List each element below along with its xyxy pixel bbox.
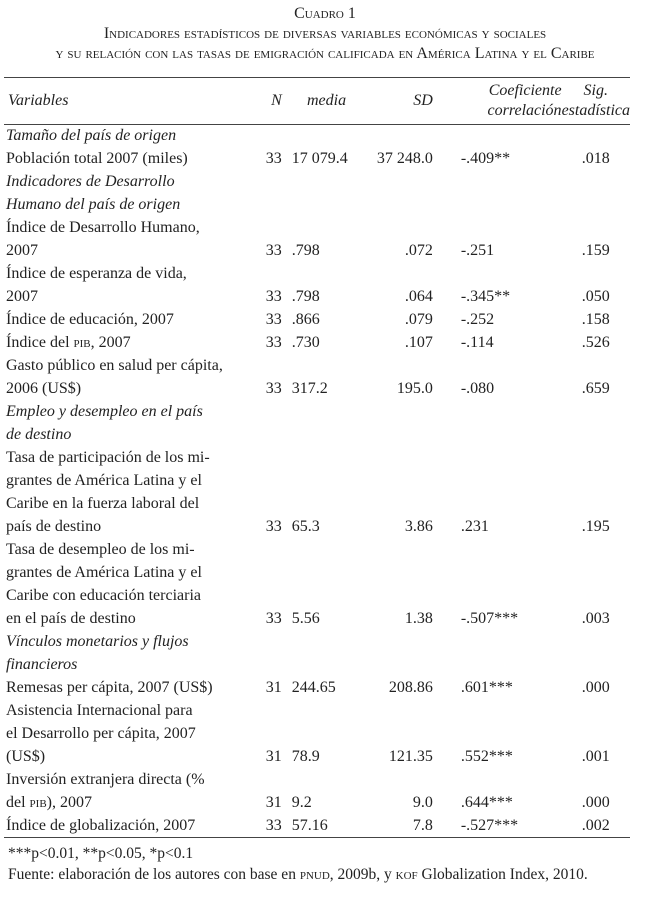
- text-segment: ), 2007: [46, 794, 92, 811]
- text-segment: pnud: [299, 866, 330, 883]
- text-segment: Caribe con educación terciaria: [6, 587, 201, 604]
- text-segment: Inversión extranjera directa (%: [6, 771, 205, 788]
- cell-sd: 7.8: [412, 817, 433, 834]
- text-segment: 2006 (US$): [6, 380, 82, 397]
- label-line: [6, 285, 253, 308]
- label-line: [6, 354, 253, 377]
- table-row: [6, 331, 630, 354]
- cell-sig: .050: [581, 288, 610, 305]
- label-line: [6, 584, 253, 607]
- text-segment: , 2009b, y: [329, 866, 396, 883]
- table-row: [6, 354, 630, 400]
- section-row: [6, 400, 630, 446]
- label-line: [6, 676, 253, 699]
- cell-sd: 1.38: [404, 610, 433, 627]
- cell-media: .866: [291, 311, 320, 328]
- cell-sig: .003: [581, 610, 610, 627]
- label-line: [6, 423, 630, 446]
- text-segment: país de destino: [6, 518, 102, 535]
- cell-n: 33: [265, 311, 282, 328]
- label-line: [6, 308, 253, 331]
- label-line: [6, 446, 253, 469]
- text-segment: Fuente: elaboración de los autores con base en: [8, 866, 300, 883]
- variable-label: [6, 308, 253, 331]
- cell-sig: .158: [581, 311, 610, 328]
- variable-label: [6, 216, 253, 262]
- variable-label: [6, 630, 630, 676]
- header-variables: Variables: [8, 92, 69, 109]
- text-segment: Vínculos monetarios y flujos: [6, 633, 189, 650]
- variable-label: [6, 446, 253, 538]
- cell-n: 33: [265, 518, 282, 535]
- variable-label: [6, 768, 253, 814]
- cell-sd: 9.0: [412, 794, 433, 811]
- cell-sig: .018: [581, 150, 610, 167]
- cell-sd: .064: [404, 288, 433, 305]
- cell-coef: -.114: [460, 334, 494, 351]
- statistics-table: [6, 78, 630, 837]
- text-segment: Asistencia Internacional para: [6, 702, 193, 719]
- text-segment: de destino: [6, 426, 72, 443]
- cell-n: 33: [265, 334, 282, 351]
- text-segment: en el país de destino: [6, 610, 136, 627]
- variable-label: [6, 538, 253, 630]
- section-row: [6, 630, 630, 676]
- label-line: [6, 469, 253, 492]
- cell-media: 317.2: [291, 380, 328, 397]
- text-segment: el Desarrollo per cápita, 2007: [6, 725, 196, 742]
- header-coef-line1: Coeficiente: [488, 82, 562, 99]
- cell-coef: -.251: [460, 242, 495, 259]
- bottom-rule: [4, 837, 630, 838]
- table-row: [6, 699, 630, 768]
- cell-n: 33: [265, 242, 282, 259]
- variable-label: [6, 262, 253, 308]
- cell-coef: .644***: [460, 794, 513, 811]
- cell-sig: .000: [581, 679, 610, 696]
- variable-label: [6, 124, 630, 147]
- text-segment: pib: [73, 334, 91, 351]
- label-line: [6, 768, 253, 791]
- cell-coef: .601***: [460, 679, 513, 696]
- label-line: [6, 699, 253, 722]
- cell-coef: -.345**: [460, 288, 511, 305]
- label-line: [6, 193, 630, 216]
- text-segment: Índice del: [6, 334, 74, 351]
- cell-sd: .079: [404, 311, 433, 328]
- text-segment: Empleo y desempleo en el país: [6, 403, 203, 420]
- table-row: [6, 768, 630, 814]
- cell-n: 33: [265, 817, 282, 834]
- table-row: [6, 147, 630, 170]
- label-line: [6, 814, 253, 837]
- cell-sd: 208.86: [388, 679, 433, 696]
- text-segment: Globalization Index, 2010.: [417, 866, 588, 883]
- text-segment: grantes de América Latina y el: [6, 564, 202, 581]
- text-segment: 2007: [6, 288, 38, 305]
- label-line: [6, 147, 253, 170]
- header-coef: [433, 78, 562, 124]
- cell-sig: .659: [581, 380, 610, 397]
- label-line: [6, 331, 253, 354]
- cell-coef: -.527***: [460, 817, 519, 834]
- header-sig: [562, 78, 630, 124]
- cell-media: 5.56: [291, 610, 320, 627]
- label-line: [6, 124, 630, 147]
- cell-coef: .231: [460, 518, 489, 535]
- text-segment: (US$): [6, 748, 46, 765]
- header-row: [6, 78, 630, 124]
- source-note: [8, 864, 628, 885]
- cell-coef: -.080: [460, 380, 495, 397]
- cell-coef: -.252: [460, 311, 495, 328]
- text-segment: , 2007: [90, 334, 131, 351]
- text-segment: 2007: [6, 242, 38, 259]
- cell-sd: 121.35: [388, 748, 433, 765]
- cell-coef: .552***: [460, 748, 513, 765]
- variable-label: [6, 354, 253, 400]
- cell-sd: 37 248.0: [376, 150, 433, 167]
- text-segment: pib: [29, 794, 47, 811]
- variable-label: [6, 170, 630, 216]
- cell-n: 33: [265, 150, 282, 167]
- cell-sig: .001: [581, 748, 610, 765]
- section-row: [6, 124, 630, 147]
- text-segment: Tamaño del país de origen: [6, 127, 177, 144]
- table-row: [6, 538, 630, 630]
- cell-sig: .000: [581, 794, 610, 811]
- label-line: [6, 262, 253, 285]
- table-title-line-2: y su relación con las tasas de emigración calificada en América Latina y el Caribe: [55, 45, 595, 62]
- cell-n: 31: [265, 748, 282, 765]
- variable-label: [6, 699, 253, 768]
- cell-sig: .195: [581, 518, 610, 535]
- cell-n: 33: [265, 610, 282, 627]
- text-segment: Tasa de desempleo de los mi-: [6, 541, 195, 558]
- cell-sd: .072: [404, 242, 433, 259]
- table-title-line-1: Indicadores estadísticos de diversas variables económicas y sociales: [103, 25, 547, 42]
- table-row: [6, 308, 630, 331]
- text-segment: Indicadores de Desarrollo: [6, 173, 175, 190]
- text-segment: Índice de educación, 2007: [6, 311, 174, 328]
- cell-sig: .159: [581, 242, 610, 259]
- cell-n: 33: [265, 288, 282, 305]
- header-n: N: [271, 92, 282, 109]
- label-line: [6, 239, 253, 262]
- cell-sd: .107: [404, 334, 433, 351]
- text-segment: del: [6, 794, 30, 811]
- cell-n: 33: [265, 380, 282, 397]
- cell-media: .798: [291, 242, 320, 259]
- text-segment: Remesas per cápita, 2007 (US$): [6, 679, 213, 696]
- table-row: [6, 446, 630, 538]
- text-segment: Población total 2007 (miles): [6, 150, 188, 167]
- label-line: [6, 653, 630, 676]
- text-segment: grantes de América Latina y el: [6, 472, 202, 489]
- cell-sd: 195.0: [396, 380, 433, 397]
- cell-media: 9.2: [291, 794, 312, 811]
- cell-coef: -.409**: [460, 150, 511, 167]
- label-line: [6, 515, 253, 538]
- cell-coef: -.507***: [460, 610, 519, 627]
- variable-label: [6, 331, 253, 354]
- cell-media: .730: [291, 334, 320, 351]
- label-line: [6, 538, 253, 561]
- label-line: [6, 216, 253, 239]
- text-segment: Gasto público en salud per cápita,: [6, 357, 223, 374]
- text-segment: kof: [395, 866, 418, 883]
- text-segment: Índice de esperanza de vida,: [6, 265, 187, 282]
- variable-label: [6, 400, 630, 446]
- cell-sig: .002: [581, 817, 610, 834]
- label-line: [6, 722, 253, 745]
- text-segment: Índice de Desarrollo Humano,: [6, 219, 200, 236]
- variable-label: [6, 676, 253, 699]
- label-line: [6, 745, 253, 768]
- cell-n: 31: [265, 794, 282, 811]
- cell-media: 65.3: [291, 518, 320, 535]
- variable-label: [6, 147, 253, 170]
- text-segment: Índice de globalización, 2007: [6, 817, 196, 834]
- table-row: [6, 814, 630, 837]
- label-line: [6, 630, 630, 653]
- cell-sig: .526: [581, 334, 610, 351]
- cell-media: 17 079.4: [291, 150, 348, 167]
- cell-media: 244.65: [291, 679, 336, 696]
- table-row: [6, 262, 630, 308]
- table-row: [6, 676, 630, 699]
- variable-label: [6, 814, 253, 837]
- label-line: [6, 400, 630, 423]
- table-row: [6, 216, 630, 262]
- section-row: [6, 170, 630, 216]
- text-segment: Caribe en la fuerza laboral del: [6, 495, 200, 512]
- header-sd: SD: [413, 92, 433, 109]
- label-line: [6, 561, 253, 584]
- header-coef-line2: correlación: [487, 102, 562, 119]
- significance-note: ***p<0.01, **p<0.05, *p<0.1: [8, 845, 194, 862]
- header-sig-line2: estadística: [561, 102, 630, 119]
- label-line: [6, 791, 253, 814]
- header-sig-line1: Sig.: [583, 82, 608, 99]
- text-segment: Humano del país de origen: [6, 196, 181, 213]
- header-media: media: [307, 92, 347, 109]
- label-line: [6, 377, 253, 400]
- text-segment: Tasa de participación de los mi-: [6, 449, 210, 466]
- cell-sd: 3.86: [404, 518, 433, 535]
- label-line: [6, 607, 253, 630]
- cell-media: 57.16: [291, 817, 328, 834]
- label-line: [6, 170, 630, 193]
- cell-media: 78.9: [291, 748, 320, 765]
- table-number: Cuadro 1: [294, 5, 356, 22]
- cell-media: .798: [291, 288, 320, 305]
- cell-n: 31: [265, 679, 282, 696]
- label-line: [6, 492, 253, 515]
- text-segment: financieros: [6, 656, 78, 673]
